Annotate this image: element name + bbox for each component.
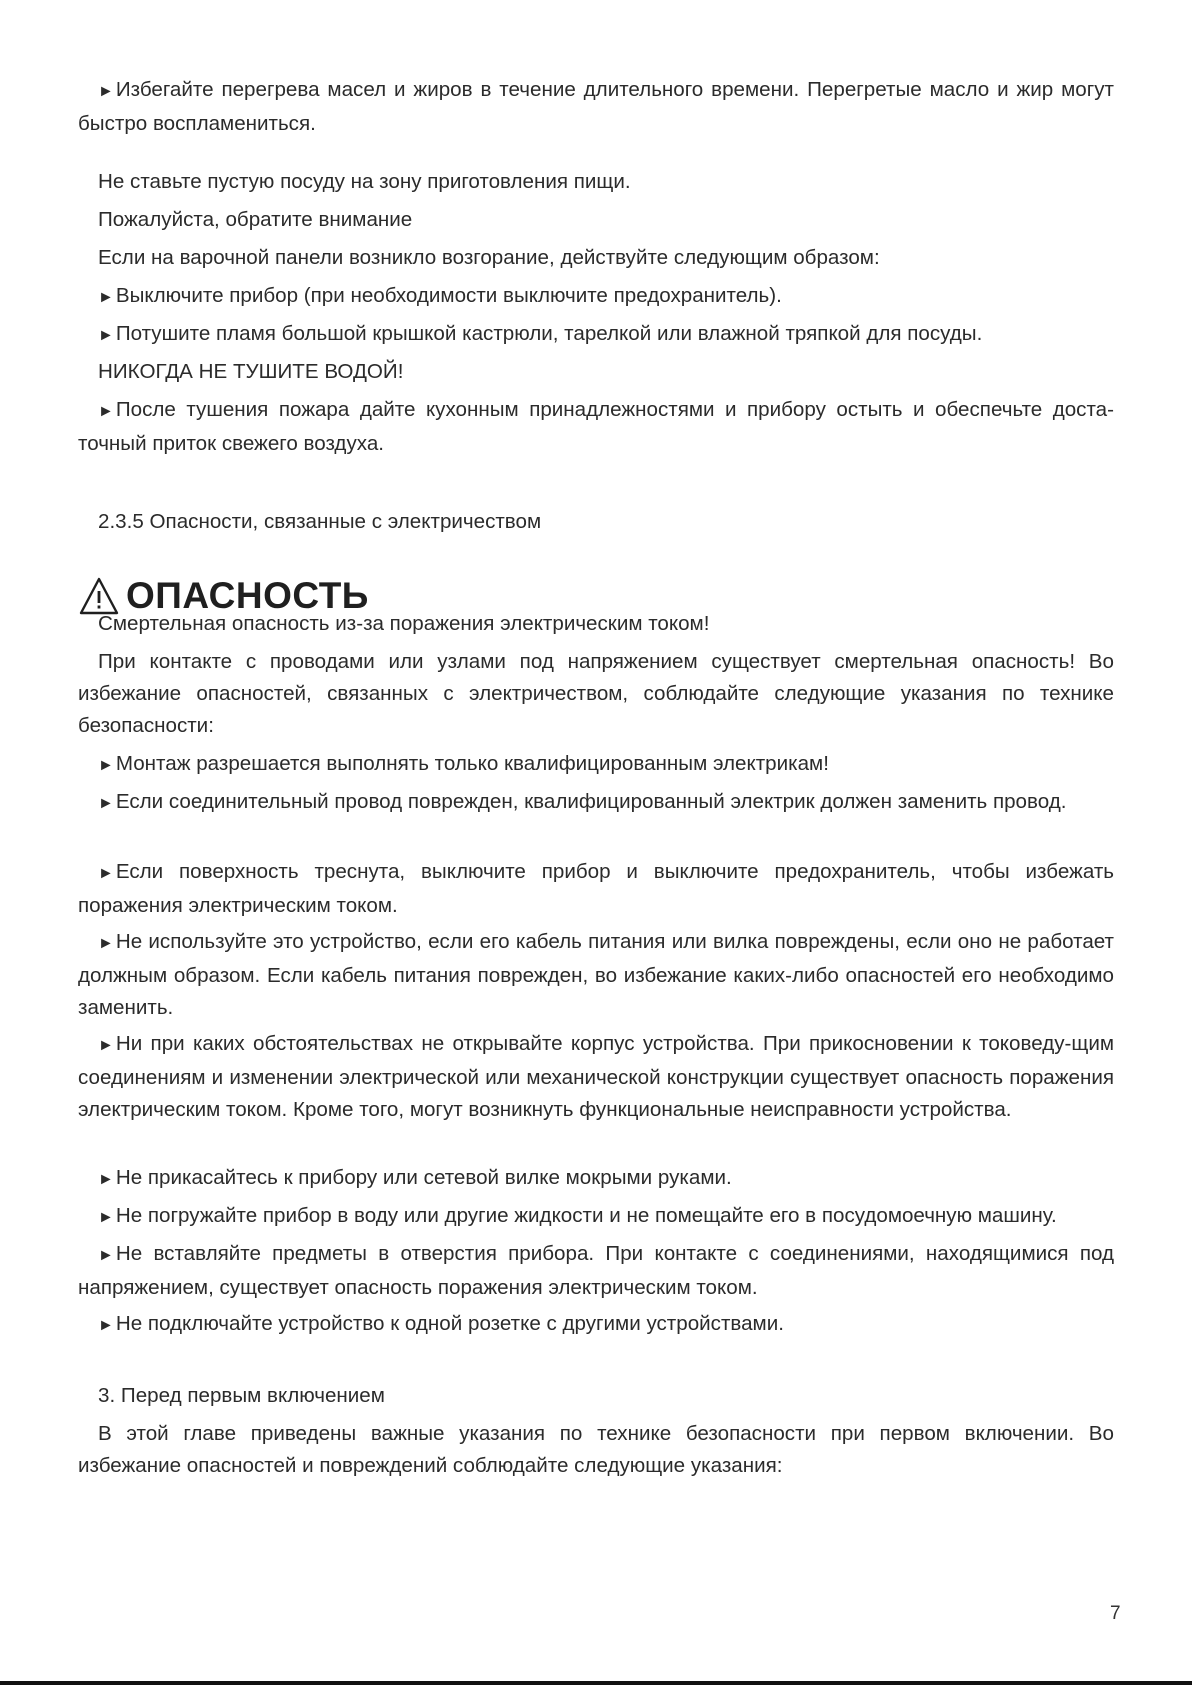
paragraph-text: Смертельная опасность из-за поражения электрическим током! [98,612,710,635]
bullet-arrow-icon: ► [98,865,114,882]
paragraph [78,1200,1114,1234]
paragraph-text: Если поверхность треснута, выключите прибор и выключите предохранитель, чтобы избежать поражения электрическим током. [78,860,1114,917]
paragraph [78,242,1114,274]
paragraph-text: Не используйте это устройство, если его кабель питания или вилка повреждены, если оно не работает должным образом. Если кабель питания поврежден, во избежание каких-либо опасностей его необходимо заменить. [78,930,1114,1019]
bullet-arrow-icon: ► [98,83,114,100]
bullet-arrow-icon: ► [98,757,114,774]
danger-heading [78,572,369,620]
paragraph-text: Выключите прибор (при необходимости выключите предохранитель). [115,284,782,307]
paragraph [78,1162,1114,1196]
paragraph-text: 2.3.5 Опасности, связанные с электричеством [98,510,542,533]
warning-icon [78,576,120,616]
paragraph-text: НИКОГДА НЕ ТУШИТЕ ВОДОЙ! [98,360,404,383]
bullet-arrow-icon: ► [98,327,114,344]
paragraph [78,506,1114,538]
bottom-rule [0,1681,1192,1685]
paragraph-text: При контакте с проводами или узлами под напряжением существует смертельная опасность! Во избежание опасностей, связанных с электричеством, соблюдайте следующие указания по технике безопасности: [78,650,1114,737]
paragraph-text: 3. Перед первым включением [98,1384,385,1407]
paragraph-text: Если на варочной панели возникло возгорание, действуйте следующим образом: [98,246,880,269]
paragraph-text: Не прикасайтесь к прибору или сетевой вилке мокрыми руками. [115,1166,732,1189]
paragraph [78,1380,1114,1412]
bullet-arrow-icon: ► [98,1037,114,1054]
paragraph-text: В этой главе приведены важные указания по технике безопасности при первом включении. Во избежание опасностей и повреждений соблюдайте следующие указания: [78,1422,1114,1477]
page-number: 7 [1110,1603,1121,1624]
paragraph [78,74,1114,140]
paragraph [78,856,1114,922]
paragraph [78,204,1114,236]
paragraph [78,280,1114,314]
paragraph-text: После тушения пожара дайте кухонным принадлежностями и прибору остыть и обеспечьте доста-точный приток свежего воздуха. [78,398,1114,455]
danger-title: ОПАСНОСТЬ [126,575,369,616]
bullet-arrow-icon: ► [98,1317,114,1334]
bullet-arrow-icon: ► [98,1209,114,1226]
bullet-arrow-icon: ► [98,1171,114,1188]
paragraph [78,166,1114,198]
paragraph [78,318,1114,352]
paragraph [78,646,1114,742]
paragraph-text: Ни при каких обстоятельствах не открывайте корпус устройства. При прикосновении к токоведу-щим соединениям и изменении электрической или механической конструкции существует опасность поражения электрическим током. Кроме того, могут возникнуть функциональные неисправности устройства. [78,1032,1114,1121]
paragraph-text: Монтаж разрешается выполнять только квалифицированным электрикам! [115,752,829,775]
paragraph-text: Если соединительный провод поврежден, квалифицированный электрик должен заменить провод. [115,790,1067,813]
paragraph [78,1238,1114,1304]
paragraph [78,1308,1114,1342]
paragraph-text: Не подключайте устройство к одной розетке с другими устройствами. [115,1312,784,1335]
bullet-arrow-icon: ► [98,289,114,306]
paragraph-text: Потушите пламя большой крышкой кастрюли, тарелкой или влажной тряпкой для посуды. [115,322,983,345]
paragraph [78,748,1114,782]
paragraph [78,1028,1114,1126]
bullet-arrow-icon: ► [98,1247,114,1264]
paragraph-text: Избегайте перегрева масел и жиров в течение длительного времени. Перегретые масло и жир могут быстро воспламениться. [78,78,1114,135]
bullet-arrow-icon: ► [98,403,114,420]
paragraph [78,356,1114,388]
paragraph-text: Не вставляйте предметы в отверстия прибора. При контакте с соединениями, находящимися под напряжением, существует опасность поражения электрическим током. [78,1242,1114,1299]
bullet-arrow-icon: ► [98,935,114,952]
paragraph [78,394,1114,460]
paragraph [78,1418,1114,1482]
bullet-arrow-icon: ► [98,795,114,812]
paragraph [78,926,1114,1024]
paragraph-text: Пожалуйста, обратите внимание [98,208,413,231]
paragraph [78,786,1114,820]
paragraph-text: Не ставьте пустую посуду на зону приготовления пищи. [98,170,631,193]
paragraph-text: Не погружайте прибор в воду или другие жидкости и не помещайте его в посудомоечную машину. [115,1204,1057,1227]
